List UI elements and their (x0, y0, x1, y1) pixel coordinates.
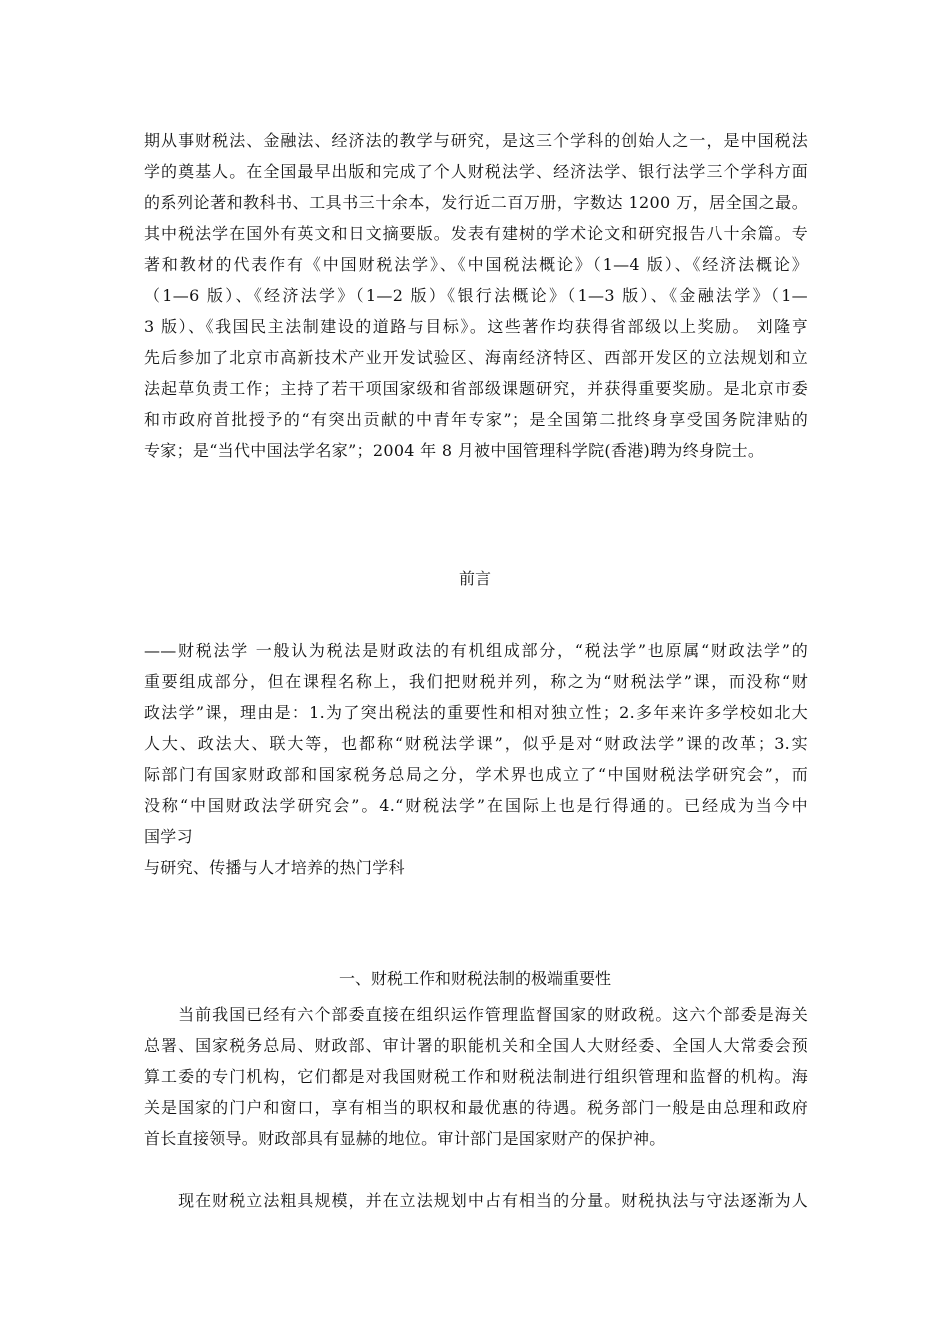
section-1-line: 算工委的专门机构，它们都是对我国财税工作和财税法制进行组织管理和监督的机构。海 (144, 1067, 808, 1086)
bio-line: 专家；是“当代中国法学名家”；2004 年 8 月被中国管理科学院(香港)聘为终身院士。 (144, 441, 765, 460)
bio-line: 和市政府首批授予的“有突出贡献的中青年专家”；是全国第二批终身享受国务院津贴的 (144, 410, 808, 429)
preface-line: 政法学”课，理由是：1.为了突出税法的重要性和相对独立性；2.多年来许多学校如北大 (144, 703, 808, 722)
bio-line: 著和教材的代表作有《中国财税法学》、《中国税法概论》（1—4 版）、《经济法概论》 (144, 255, 808, 274)
bio-line: 其中税法学在国外有英文和日文摘要版。发表有建树的学术论文和研究报告八十余篇。专 (144, 224, 808, 243)
preface-title: 前言 (458, 569, 491, 588)
bio-line: （1—6 版）、《经济法学》（1—2 版）《银行法概论》（1—3 版）、《金融法学》（1— (144, 286, 808, 305)
preface-line: 人大、政法大、联大等，也都称“财税法学课”，似乎是对“财政法学”课的改革；3.实 (144, 734, 808, 753)
bio-paragraph (144, 125, 808, 466)
section-1-title: 一、财税工作和财税法制的极端重要性 (338, 969, 611, 988)
bio-line: 学的奠基人。在全国最早出版和完成了个人财税法学、经济法学、银行法学三个学科方面 (144, 162, 808, 181)
bio-line: 的系列论著和教科书、工具书三十余本，发行近二百万册，字数达 1200 万，居全国之最。 (144, 193, 808, 212)
preface-line: 与研究、传播与人才培养的热门学科 (144, 858, 405, 877)
section-1-paragraph-1 (144, 999, 808, 1154)
preface-line: 国学习 (144, 827, 193, 846)
preface-line: 重要组成部分，但在课程名称上，我们把财税并列，称之为“财税法学”课，而没称“财 (144, 672, 808, 691)
preface-line: 没称“中国财政法学研究会”。4.“财税法学”在国际上也是行得通的。已经成为当今中 (144, 796, 808, 815)
bio-line: 先后参加了北京市高新技术产业开发试验区、海南经济特区、西部开发区的立法规划和立 (144, 348, 808, 367)
bio-line: 法起草负责工作；主持了若干项国家级和省部级课题研究，并获得重要奖励。是北京市委 (144, 379, 808, 398)
preface-paragraph (144, 635, 808, 883)
section-1-line: 总署、国家税务总局、财政部、审计署的职能机关和全国人大财经委、全国人大常委会预 (144, 1036, 808, 1055)
bio-line: 期从事财税法、金融法、经济法的教学与研究，是这三个学科的创始人之一，是中国税法 (144, 131, 808, 150)
bio-line: 3 版）、《我国民主法制建设的道路与目标》。这些著作均获得省部级以上奖励。 刘隆亨 (144, 317, 808, 336)
section-1-line: 现在财税立法粗具规模，并在立法规划中占有相当的分量。财税执法与守法逐渐为人 (144, 1191, 808, 1210)
preface-line: 际部门有国家财政部和国家税务总局之分，学术界也成立了“中国财税法学研究会”，而 (144, 765, 808, 784)
section-1-line: 当前我国已经有六个部委直接在组织运作管理监督国家的财政税。这六个部委是海关 (144, 1005, 808, 1024)
section-1-line: 首长直接领导。财政部具有显赫的地位。审计部门是国家财产的保护神。 (144, 1129, 666, 1148)
section-1-paragraph-2 (144, 1185, 808, 1216)
preface-line: ——财税法学 一般认为税法是财政法的有机组成部分，“税法学”也原属“财政法学”的 (144, 641, 808, 660)
section-1-line: 关是国家的门户和窗口，享有相当的职权和最优惠的待遇。税务部门一般是由总理和政府 (144, 1098, 808, 1117)
